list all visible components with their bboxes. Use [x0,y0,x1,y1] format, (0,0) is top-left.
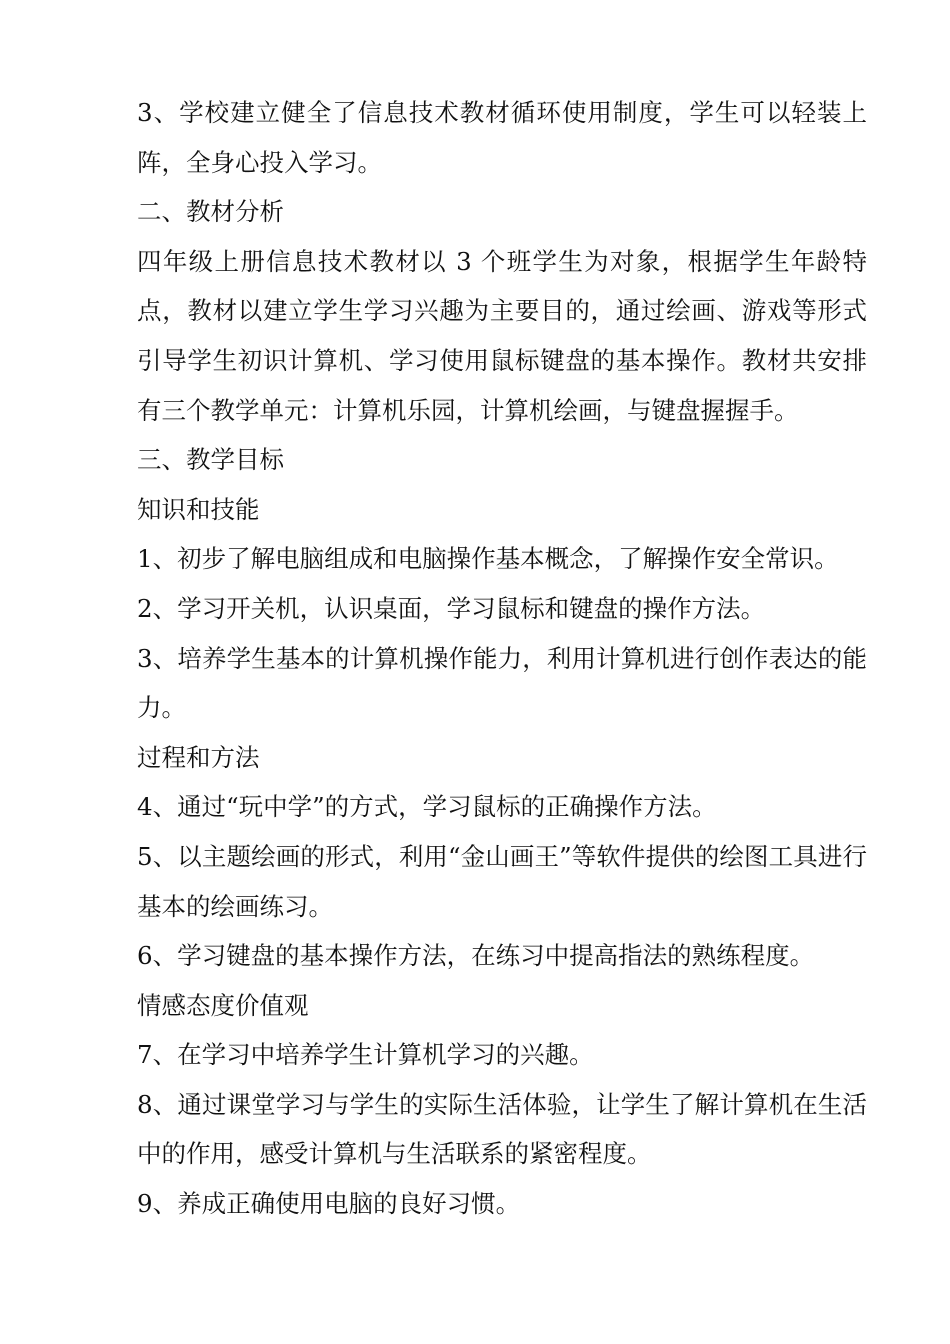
objective-item-5: 5、以主题绘画的形式，利用“金山画王”等软件提供的绘图工具进行基本的绘画练习。 [137,841,867,921]
objective-item-4: 4、通过“玩中学”的方式，学习鼠标的正确操作方法。 [137,792,717,822]
section-heading-teaching-objectives: 三、教学目标 [137,445,284,475]
objective-item-1: 1、初步了解电脑组成和电脑操作基本概念，了解操作安全常识。 [137,544,839,574]
objective-item-9: 9、养成正确使用电脑的良好习惯。 [137,1189,521,1219]
objective-item-2: 2、学习开关机，认识桌面，学习鼠标和键盘的操作方法。 [137,593,766,623]
subheading-process-methods: 过程和方法 [137,742,260,772]
list-item-3-textbook-recycling: 3、学校建立健全了信息技术教材循环使用制度，学生可以轻装上阵，全身心投入学习。 [137,98,867,177]
subheading-attitudes-values: 情感态度价值观 [137,990,309,1020]
objective-item-8: 8、通过课堂学习与学生的实际生活体验，让学生了解计算机在生活中的作用，感受计算机与生活联系的紧密程度。 [137,1089,867,1169]
objective-item-3: 3、培养学生基本的计算机操作能力，利用计算机进行创作表达的能力。 [137,643,867,723]
subheading-knowledge-skills: 知识和技能 [137,494,260,524]
objective-item-6: 6、学习键盘的基本操作方法，在练习中提高指法的熟练程度。 [137,941,815,971]
section-heading-textbook-analysis: 二、教材分析 [137,197,284,227]
objective-item-7: 7、在学习中培养学生计算机学习的兴趣。 [137,1040,594,1070]
document-body [137,88,867,1229]
textbook-analysis-paragraph: 四年级上册信息技术教材以 3 个班学生为对象，根据学生年龄特点，教材以建立学生学习兴趣为主要目的，通过绘画、游戏等形式引导学生初识计算机、学习使用鼠标键盘的基本操作。教材共安排有三个教学单元：计算机乐园，计算机绘画，与键盘握握手。 [137,246,867,425]
